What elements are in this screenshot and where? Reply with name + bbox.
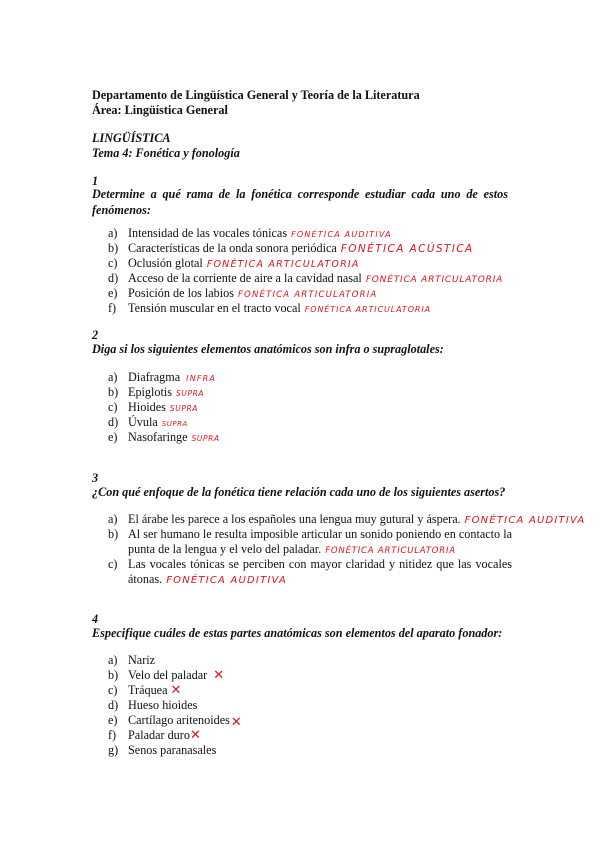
- handwritten-answer: INFRA: [186, 374, 217, 383]
- department-title: Departamento de Lingüística General y Teoría de la Literatura: [92, 88, 420, 102]
- handwritten-answer: SUPRA: [191, 434, 220, 443]
- item-text: Características de la onda sonora periódica: [128, 241, 337, 255]
- subject-title: LINGÜÍSTICA: [92, 131, 171, 145]
- item-text: Posición de los labios: [128, 286, 234, 300]
- q3-item-c: [108, 557, 512, 589]
- q4-item-d: [108, 698, 197, 713]
- q2-item-a: [108, 370, 216, 386]
- item-label: d): [108, 415, 119, 429]
- item-text: Epiglotis: [128, 385, 173, 399]
- item-label: f): [108, 301, 117, 315]
- item-text: Senos paranasales: [128, 743, 217, 757]
- question-3-number: 3: [92, 471, 99, 485]
- handwritten-answer: SUPRA: [161, 420, 188, 428]
- q2-item-c: [108, 400, 198, 416]
- q1-item-f: [108, 301, 431, 317]
- handwritten-answer: FONÉTICA AUDITIVA: [464, 515, 586, 526]
- question-4-text: Especifique cuáles de estas partes anatómicas son elementos del aparato fonador:: [92, 626, 503, 640]
- handwritten-answer: FONÉTICA ARTICULATORIA: [325, 546, 456, 557]
- q3-item-a: [108, 512, 585, 528]
- handwritten-answer: FONÉTICA AUDITIVA: [166, 575, 287, 587]
- handwritten-answer: FONÉTICA ACÚSTICA: [340, 243, 474, 255]
- item-label: c): [108, 256, 118, 270]
- item-label: a): [108, 512, 118, 526]
- item-text: Nariz: [128, 653, 156, 667]
- q1-item-a: [108, 226, 392, 242]
- item-label: b): [108, 385, 119, 399]
- item-text: Acceso de la corriente de aire a la cavidad nasal: [128, 271, 362, 285]
- item-text: Intensidad de las vocales tónicas: [128, 226, 288, 240]
- item-label: d): [108, 271, 119, 285]
- item-label: e): [108, 713, 118, 727]
- handwritten-answer: FONÉTICA ARTICULATORIA: [304, 305, 431, 314]
- q4-item-e: [108, 713, 242, 728]
- item-text: Al ser humano le resulta imposible articular un sonido poniendo en contacto la punta de la lengua y el velo del paladar.: [128, 527, 512, 557]
- item-text: Cartílago aritenoides: [128, 713, 230, 727]
- question-1-text: Determine a qué rama de la fonética corresponde estudiar cada uno de estos fenómenos:: [92, 187, 508, 217]
- item-text: Nasofaringe: [128, 430, 188, 444]
- item-label: a): [108, 370, 118, 384]
- q4-item-c: [108, 683, 181, 698]
- item-label: c): [108, 557, 118, 571]
- handwritten-answer: FONÉTICA AUDITIVA: [291, 230, 392, 239]
- item-label: d): [108, 698, 119, 712]
- q4-item-b: [108, 668, 224, 683]
- q4-item-g: [108, 743, 216, 758]
- cross-mark-icon: ✕: [189, 728, 201, 743]
- item-label: f): [108, 728, 117, 742]
- q3-item-b: [108, 527, 512, 560]
- question-1-number: 1: [92, 174, 99, 188]
- q1-item-b: [108, 241, 474, 257]
- question-2-text: Diga si los siguientes elementos anatómicos son infra o supraglotales:: [92, 342, 444, 356]
- item-label: c): [108, 683, 118, 697]
- item-text: Hueso hioides: [128, 698, 198, 712]
- question-4-number: 4: [92, 612, 99, 626]
- q2-item-b: [108, 385, 204, 401]
- q4-item-a: [108, 653, 155, 668]
- handwritten-answer: SUPRA: [169, 404, 199, 413]
- area-title: Área: Lingüística General: [92, 103, 228, 117]
- handwritten-answer: FONÉTICA ARTICULATORIA: [237, 290, 378, 300]
- topic-title: Tema 4: Fonética y fonología: [92, 146, 240, 160]
- q4-item-f: [108, 728, 201, 743]
- item-text: Tensión muscular en el tracto vocal: [128, 301, 301, 315]
- handwritten-answer: FONÉTICA ARTICULATORIA: [206, 259, 360, 270]
- cross-mark-icon: ✕: [170, 683, 182, 698]
- item-label: c): [108, 400, 118, 414]
- item-label: b): [108, 527, 119, 541]
- item-text: Úvula: [128, 415, 158, 429]
- q2-item-e: [108, 430, 220, 446]
- question-3-text: ¿Con qué enfoque de la fonética tiene relación cada uno de los siguientes asertos?: [92, 485, 506, 499]
- item-label: g): [108, 743, 119, 757]
- item-text: Tráquea: [128, 683, 168, 697]
- q1-item-c: [108, 256, 360, 272]
- cross-mark-icon: ✕: [230, 715, 242, 730]
- item-label: b): [108, 241, 119, 255]
- handwritten-answer: SUPRA: [176, 389, 205, 398]
- item-label: a): [108, 226, 118, 240]
- item-text: Paladar duro: [128, 728, 190, 742]
- item-text: Las vocales tónicas se perciben con mayor claridad y nitidez que las vocales átonas.: [128, 557, 512, 587]
- item-text: Hioides: [128, 400, 166, 414]
- handwritten-answer: FONÉTICA ARTICULATORIA: [365, 275, 504, 285]
- item-label: a): [108, 653, 118, 667]
- item-label: b): [108, 668, 119, 682]
- item-text: Velo del paladar: [128, 668, 208, 682]
- question-2-number: 2: [92, 328, 99, 342]
- item-text: El árabe les parece a los españoles una lengua muy gutural y áspera.: [128, 512, 461, 526]
- item-text: Oclusión glotal: [128, 256, 203, 270]
- item-label: e): [108, 430, 118, 444]
- item-label: e): [108, 286, 118, 300]
- item-text: Diafragma: [128, 370, 181, 384]
- cross-mark-icon: ✕: [213, 668, 225, 683]
